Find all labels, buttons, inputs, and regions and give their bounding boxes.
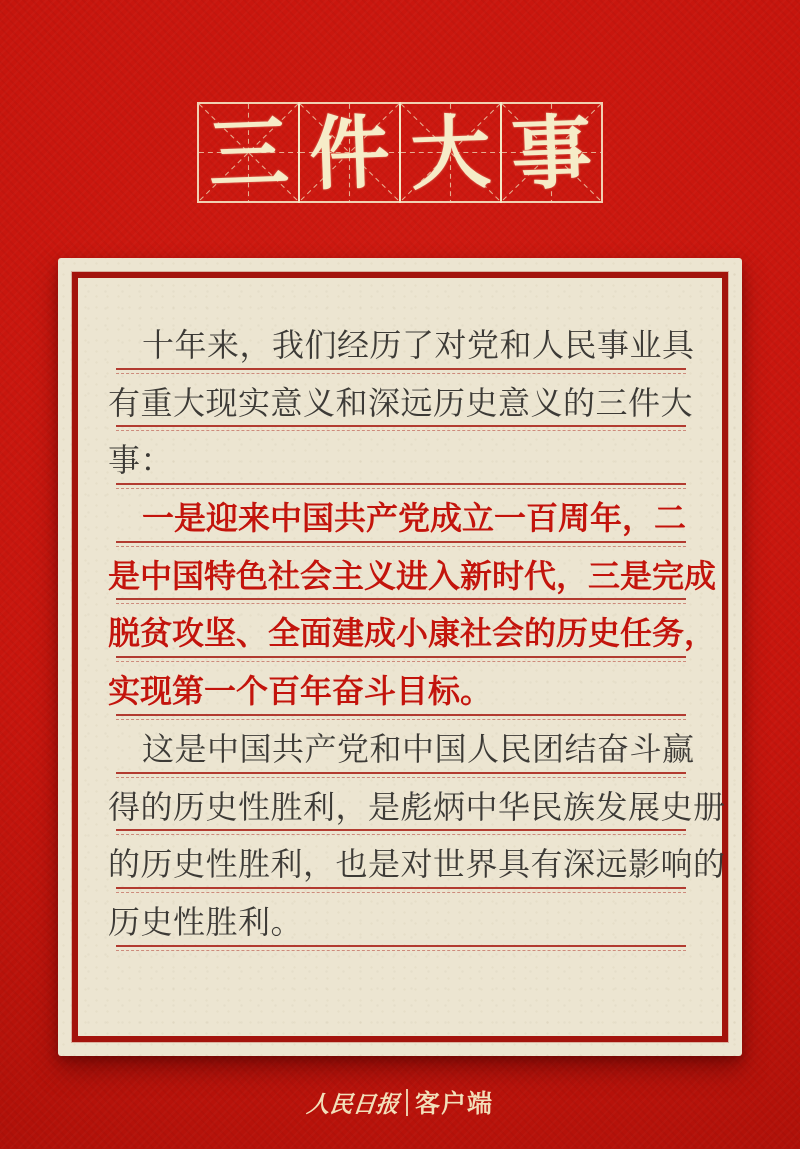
text-line-content: 这是中国共产党和中国人民团结奋斗赢 [142,730,695,767]
title-character: 件 [307,104,392,201]
text-line [108,432,708,490]
text-line [108,548,717,606]
title-grid-cell [399,102,502,203]
peoples-daily-logo [0,1084,800,1120]
text-line [108,490,708,548]
text-line-content: 事： [108,442,174,479]
text-line-content: 十年来，我们经历了对党和人民事业具 [142,327,695,363]
title-character: 三 [206,104,291,201]
text-line-content: 历史性胜利。 [108,903,304,940]
text-line-content: 得的历史性胜利，是彪炳中华民族发展史册 [108,788,726,825]
title-grid [197,102,603,203]
text-line-content: 是中国特色社会主义进入新时代，三是完成 [108,557,717,594]
text-line [108,894,708,952]
text-line-content: 的历史性胜利，也是对世界具有深远影响的 [108,846,726,883]
client-label: 客户端 [414,1090,493,1118]
text-line [108,779,726,837]
text-line [108,375,708,433]
text-line-content: 有重大现实意义和深远历史意义的三件大 [108,384,694,421]
text-line-content: 一是迎来中国共产党成立一百周年，二 [142,500,687,537]
text-line-content: 实现第一个百年奋斗目标。 [108,673,493,710]
logo-divider [406,1089,408,1116]
card-text-lines [108,317,726,952]
title-grid-cell [298,102,401,203]
text-line [108,605,717,663]
title-grid-cell [500,102,603,203]
text-line [108,317,708,375]
text-line [108,721,708,779]
text-line [108,836,726,894]
title-character: 大 [408,104,493,201]
quote-card [58,258,742,1056]
title-grid-cell [197,102,300,203]
newspaper-name-script: 人民日报 [305,1090,401,1118]
title-character: 事 [509,104,594,201]
text-line-content: 脱贫攻坚、全面建成小康社会的历史任务， [108,615,717,652]
text-line [108,663,708,721]
